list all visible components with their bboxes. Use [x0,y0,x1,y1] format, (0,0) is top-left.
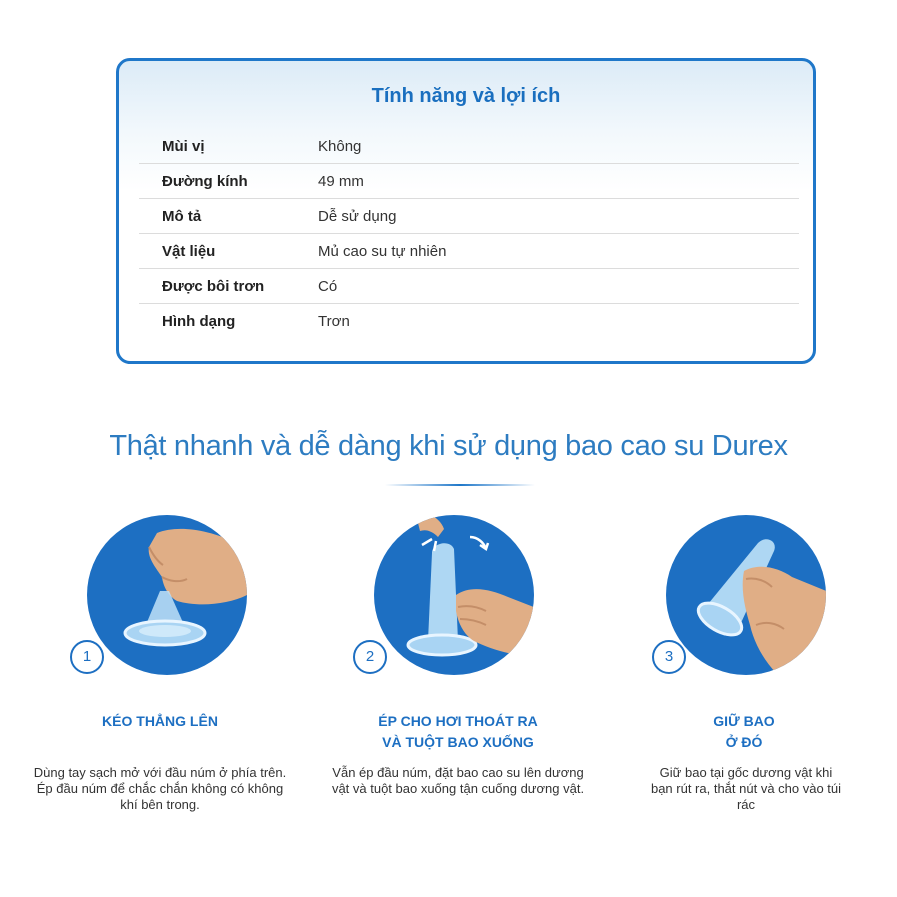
table-row [139,164,799,199]
table-row [139,129,799,164]
features-table [139,129,799,338]
step-3-illustration [666,515,826,675]
step-title: GIỮ BAO Ở ĐÓ [713,713,775,750]
spec-label: Đường kính [162,172,248,190]
step-title: ÉP CHO HƠI THOÁT RA VÀ TUỘT BAO XUỐNG [378,713,538,750]
spec-value: Không [318,137,362,155]
spec-value: Dễ sử dụng [318,207,397,225]
spec-label: Vật liệu [162,242,216,260]
table-row [139,199,799,234]
spec-label: Được bôi trơn [162,277,265,295]
step-1-illustration [87,515,247,675]
table-row [139,234,799,269]
spec-value: Trơn [318,312,350,330]
table-row [139,304,799,338]
step-description: Giữ bao tại gốc dương vật khi bạn rút ra, thắt nút và cho vào túi rác [650,765,842,812]
spec-label: Hình dạng [162,312,236,330]
hand-pinch-icon [87,515,247,675]
step-2-illustration [374,515,534,675]
spec-value: Mủ cao su tự nhiên [318,242,447,260]
spec-label: Mùi vị [162,137,205,155]
step-description: Vẫn ép đầu núm, đặt bao cao su lên dương vật và tuột bao xuống tận cuống dương vật. [331,765,585,796]
step-number: 1 [70,640,104,674]
hand-rolling-icon [374,515,534,675]
step-number: 2 [353,640,387,674]
spec-value: Có [318,277,338,295]
table-row [139,269,799,304]
step-number: 3 [652,640,686,674]
features-title: Tính năng và lợi ích [371,85,561,107]
hand-holding-icon [666,515,826,675]
guide-headline: Thật nhanh và dễ dàng khi sử dụng bao cao su Durex [109,430,788,462]
step-description: Dùng tay sạch mở với đầu núm ở phía trên. Ép đầu núm để chắc chắn không có không khí bên trong. [33,765,287,812]
step-title: KÉO THẲNG LÊN [102,713,218,729]
spec-label: Mô tả [162,207,202,225]
spec-value: 49 mm [318,172,364,190]
features-card [116,58,816,364]
headline-divider [385,484,535,486]
